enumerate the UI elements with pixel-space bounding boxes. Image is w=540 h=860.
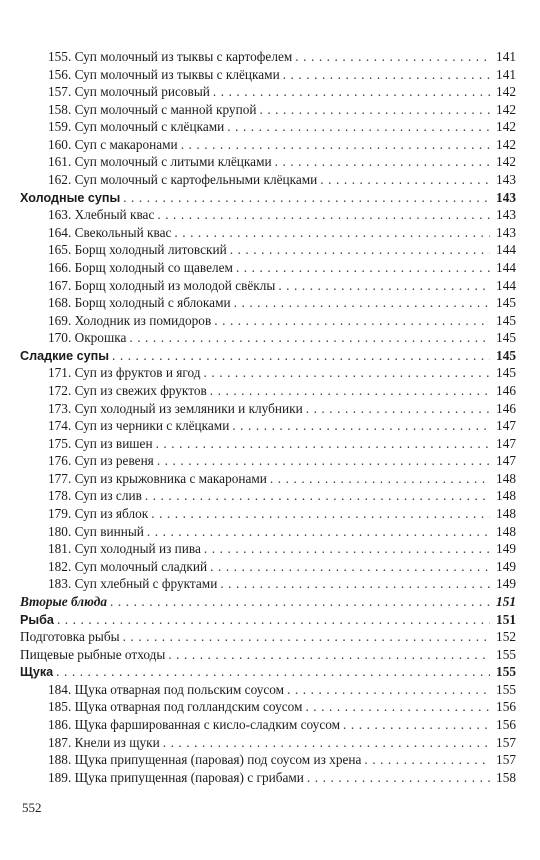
toc-entry-title: 156. Суп молочный из тыквы с клёцками — [48, 66, 280, 82]
toc-entry — [20, 153, 516, 171]
toc-section-heading — [20, 347, 516, 365]
toc-entry-title: 178. Суп из слив — [48, 488, 142, 504]
toc-entry — [20, 224, 516, 242]
toc-section-heading — [20, 611, 516, 629]
toc-entry-title: 155. Суп молочный из тыквы с картофелем — [48, 49, 293, 64]
toc-entry-title: 165. Борщ холодный литовский — [48, 242, 227, 258]
toc-entry-page: 148 — [496, 470, 516, 486]
toc-entry-page: 157 — [496, 752, 516, 768]
dot-leader — [214, 312, 490, 330]
toc-entry — [20, 734, 516, 752]
toc-entry-page: 152 — [496, 629, 516, 645]
toc-entry-title: 183. Суп хлебный с фруктами — [48, 576, 218, 592]
toc-entry — [20, 751, 516, 769]
toc-entry-page: 141 — [496, 66, 516, 82]
toc-entry — [20, 769, 516, 787]
toc-entry-page: 147 — [496, 435, 516, 451]
toc-entry — [20, 400, 516, 418]
toc-entry — [20, 505, 516, 523]
toc-entry-title: Рыба — [20, 612, 54, 627]
toc-entry — [20, 681, 516, 699]
toc-entry-title: 172. Суп из свежих фруктов — [48, 382, 207, 398]
toc-entry-page: 142 — [496, 119, 516, 135]
toc-entry-page: 146 — [496, 382, 516, 398]
toc-entry-page: 155 — [496, 646, 516, 662]
dot-leader — [259, 101, 490, 119]
toc-entry-title: Холодные супы — [20, 190, 121, 205]
toc-entry-page: 149 — [496, 541, 516, 557]
dot-leader — [123, 628, 490, 646]
toc-entry-title: 163. Хлебный квас — [48, 207, 155, 223]
toc-entry-page: 151 — [496, 593, 516, 609]
toc-entry — [20, 540, 516, 558]
toc-entry-page: 144 — [496, 259, 516, 275]
toc-entry-title: Подготовка рыбы — [20, 629, 120, 645]
dot-leader — [112, 347, 490, 365]
toc-entry-page: 148 — [496, 523, 516, 539]
dot-leader — [220, 575, 490, 593]
toc-entry-title: 157. Суп молочный рисовый — [48, 84, 210, 100]
dot-leader — [210, 382, 490, 400]
toc-entry-title: 188. Щука припущенная (паровая) под соусом из хрена — [48, 752, 362, 768]
toc-entry-page: 142 — [496, 154, 516, 170]
toc-entry-title: Пищевые рыбные отходы — [20, 646, 166, 662]
toc-entry-title: 176. Суп из ревеня — [48, 453, 154, 469]
toc-entry-title: 166. Борщ холодный со щавелем — [48, 259, 233, 275]
toc-entry-page: 155 — [496, 681, 516, 697]
toc-entry-title: 169. Холодник из помидоров — [48, 312, 212, 328]
toc-entry — [20, 118, 516, 136]
toc-entry — [20, 698, 516, 716]
toc-entry — [20, 136, 516, 154]
dot-leader — [157, 452, 490, 470]
toc-entry-page: 147 — [496, 453, 516, 469]
dot-leader — [343, 716, 490, 734]
dot-leader — [57, 611, 490, 629]
toc-entry — [20, 312, 516, 330]
toc-entry — [20, 259, 516, 277]
toc-entry-title: 189. Щука припущенная (паровая) с грибами — [48, 769, 304, 785]
toc-entry-page: 148 — [496, 488, 516, 504]
toc-entry-page: 142 — [496, 84, 516, 100]
toc-entry-page: 157 — [496, 734, 516, 750]
toc-entry-page: 141 — [496, 49, 516, 64]
dot-leader — [210, 558, 490, 576]
toc-entry-title: 167. Борщ холодный из молодой свёклы — [48, 277, 276, 293]
toc-entry — [20, 523, 516, 541]
dot-leader — [275, 153, 490, 171]
toc-entry-title: 187. Кнели из щуки — [48, 734, 160, 750]
toc-entry-title: 161. Суп молочный с литыми клёцками — [48, 154, 272, 170]
toc-entry — [20, 66, 516, 84]
toc-entry — [20, 294, 516, 312]
toc-entry-page: 156 — [496, 716, 516, 732]
toc-entry-title: 177. Суп из крыжовника с макаронами — [48, 470, 267, 486]
toc-entry-page: 151 — [496, 611, 516, 627]
toc-entry — [20, 487, 516, 505]
table-of-contents — [20, 48, 516, 786]
toc-entry-title: 180. Суп винный — [48, 523, 144, 539]
toc-entry-title: 182. Суп молочный сладкий — [48, 558, 208, 574]
toc-entry — [20, 417, 516, 435]
dot-leader — [56, 663, 490, 681]
dot-leader — [156, 435, 490, 453]
dot-leader — [129, 329, 490, 347]
toc-entry — [20, 48, 516, 66]
dot-leader — [181, 136, 490, 154]
toc-entry-title: 184. Щука отварная под польским соусом — [48, 681, 285, 697]
dot-leader — [204, 364, 490, 382]
toc-entry — [20, 435, 516, 453]
toc-entry-title: 186. Щука фаршированная с кисло-сладким соусом — [48, 716, 341, 732]
toc-entry — [20, 470, 516, 488]
toc-entry-title: 162. Суп молочный с картофельными клёцками — [48, 172, 318, 188]
dot-leader — [306, 400, 490, 418]
toc-entry-title: 179. Суп из яблок — [48, 506, 149, 522]
toc-entry-page: 143 — [496, 224, 516, 240]
toc-entry-title: 170. Окрошка — [48, 330, 127, 346]
dot-leader — [157, 206, 490, 224]
toc-entry — [20, 329, 516, 347]
toc-entry — [20, 241, 516, 259]
dot-leader — [147, 523, 490, 541]
dot-leader — [151, 505, 490, 523]
toc-entry — [20, 171, 516, 189]
toc-entry-page: 142 — [496, 136, 516, 152]
toc-entry-page: 158 — [496, 769, 516, 785]
toc-entry-title: 160. Суп с макаронами — [48, 136, 178, 152]
toc-entry-title: 171. Суп из фруктов и ягод — [48, 365, 201, 381]
toc-section-heading — [20, 663, 516, 681]
dot-leader — [320, 171, 490, 189]
toc-entry-title: 181. Суп холодный из пива — [48, 541, 201, 557]
toc-entry-page: 156 — [496, 699, 516, 715]
dot-leader — [234, 294, 490, 312]
dot-leader — [295, 48, 490, 66]
page-number: 552 — [22, 800, 42, 815]
toc-entry-page: 144 — [496, 277, 516, 293]
toc-entry — [20, 382, 516, 400]
toc-entry-title: 164. Свекольный квас — [48, 224, 172, 240]
toc-entry-page: 145 — [496, 295, 516, 311]
toc-entry — [20, 452, 516, 470]
toc-entry-page: 143 — [496, 207, 516, 223]
toc-entry-title: 185. Щука отварная под голландским соусом — [48, 699, 303, 715]
toc-entry — [20, 206, 516, 224]
dot-leader — [230, 241, 490, 259]
toc-entry-page: 149 — [496, 576, 516, 592]
dot-leader — [364, 751, 490, 769]
toc-entry-page: 149 — [496, 558, 516, 574]
toc-entry-title: 173. Суп холодный из земляники и клубники — [48, 400, 303, 416]
dot-leader — [305, 698, 490, 716]
toc-entry-title: Щука — [20, 665, 54, 680]
dot-leader — [307, 769, 490, 787]
toc-entry — [20, 558, 516, 576]
toc-entry-page: 148 — [496, 506, 516, 522]
dot-leader — [174, 224, 490, 242]
toc-entry-title: 159. Суп молочный с клёцками — [48, 119, 225, 135]
dot-leader — [232, 417, 490, 435]
toc-entry — [20, 575, 516, 593]
dot-leader — [227, 118, 490, 136]
dot-leader — [236, 259, 490, 277]
toc-entry-title: Вторые блюда — [20, 593, 108, 609]
toc-entry-page: 145 — [496, 330, 516, 346]
toc-entry-page: 155 — [496, 664, 516, 680]
toc-entry-page: 146 — [496, 400, 516, 416]
dot-leader — [168, 646, 490, 664]
toc-entry-title: 168. Борщ холодный с яблоками — [48, 295, 231, 311]
toc-entry-page: 147 — [496, 418, 516, 434]
dot-leader — [278, 277, 490, 295]
dot-leader — [283, 66, 490, 84]
toc-entry — [20, 628, 516, 646]
toc-entry-page: 145 — [496, 312, 516, 328]
toc-entry — [20, 646, 516, 664]
toc-entry-title: Сладкие супы — [20, 348, 110, 363]
dot-leader — [213, 83, 490, 101]
dot-leader — [204, 540, 490, 558]
toc-entry — [20, 716, 516, 734]
toc-entry-title: 158. Суп молочный с манной крупой — [48, 101, 257, 117]
dot-leader — [163, 734, 490, 752]
toc-section-heading — [20, 593, 516, 611]
toc-entry-title: 174. Суп из черники с клёцками — [48, 418, 230, 434]
toc-entry — [20, 83, 516, 101]
toc-entry-page: 142 — [496, 101, 516, 117]
toc-entry-page: 143 — [496, 172, 516, 188]
dot-leader — [270, 470, 490, 488]
dot-leader — [110, 593, 490, 611]
toc-entry-page: 145 — [496, 365, 516, 381]
toc-entry — [20, 101, 516, 119]
toc-entry — [20, 277, 516, 295]
toc-entry — [20, 364, 516, 382]
dot-leader — [145, 487, 490, 505]
toc-entry-page: 145 — [496, 347, 516, 363]
toc-section-heading — [20, 189, 516, 207]
toc-entry-title: 175. Суп из вишен — [48, 435, 153, 451]
toc-entry-page: 143 — [496, 189, 516, 205]
toc-entry-page: 144 — [496, 242, 516, 258]
dot-leader — [287, 681, 490, 699]
dot-leader — [123, 189, 490, 207]
